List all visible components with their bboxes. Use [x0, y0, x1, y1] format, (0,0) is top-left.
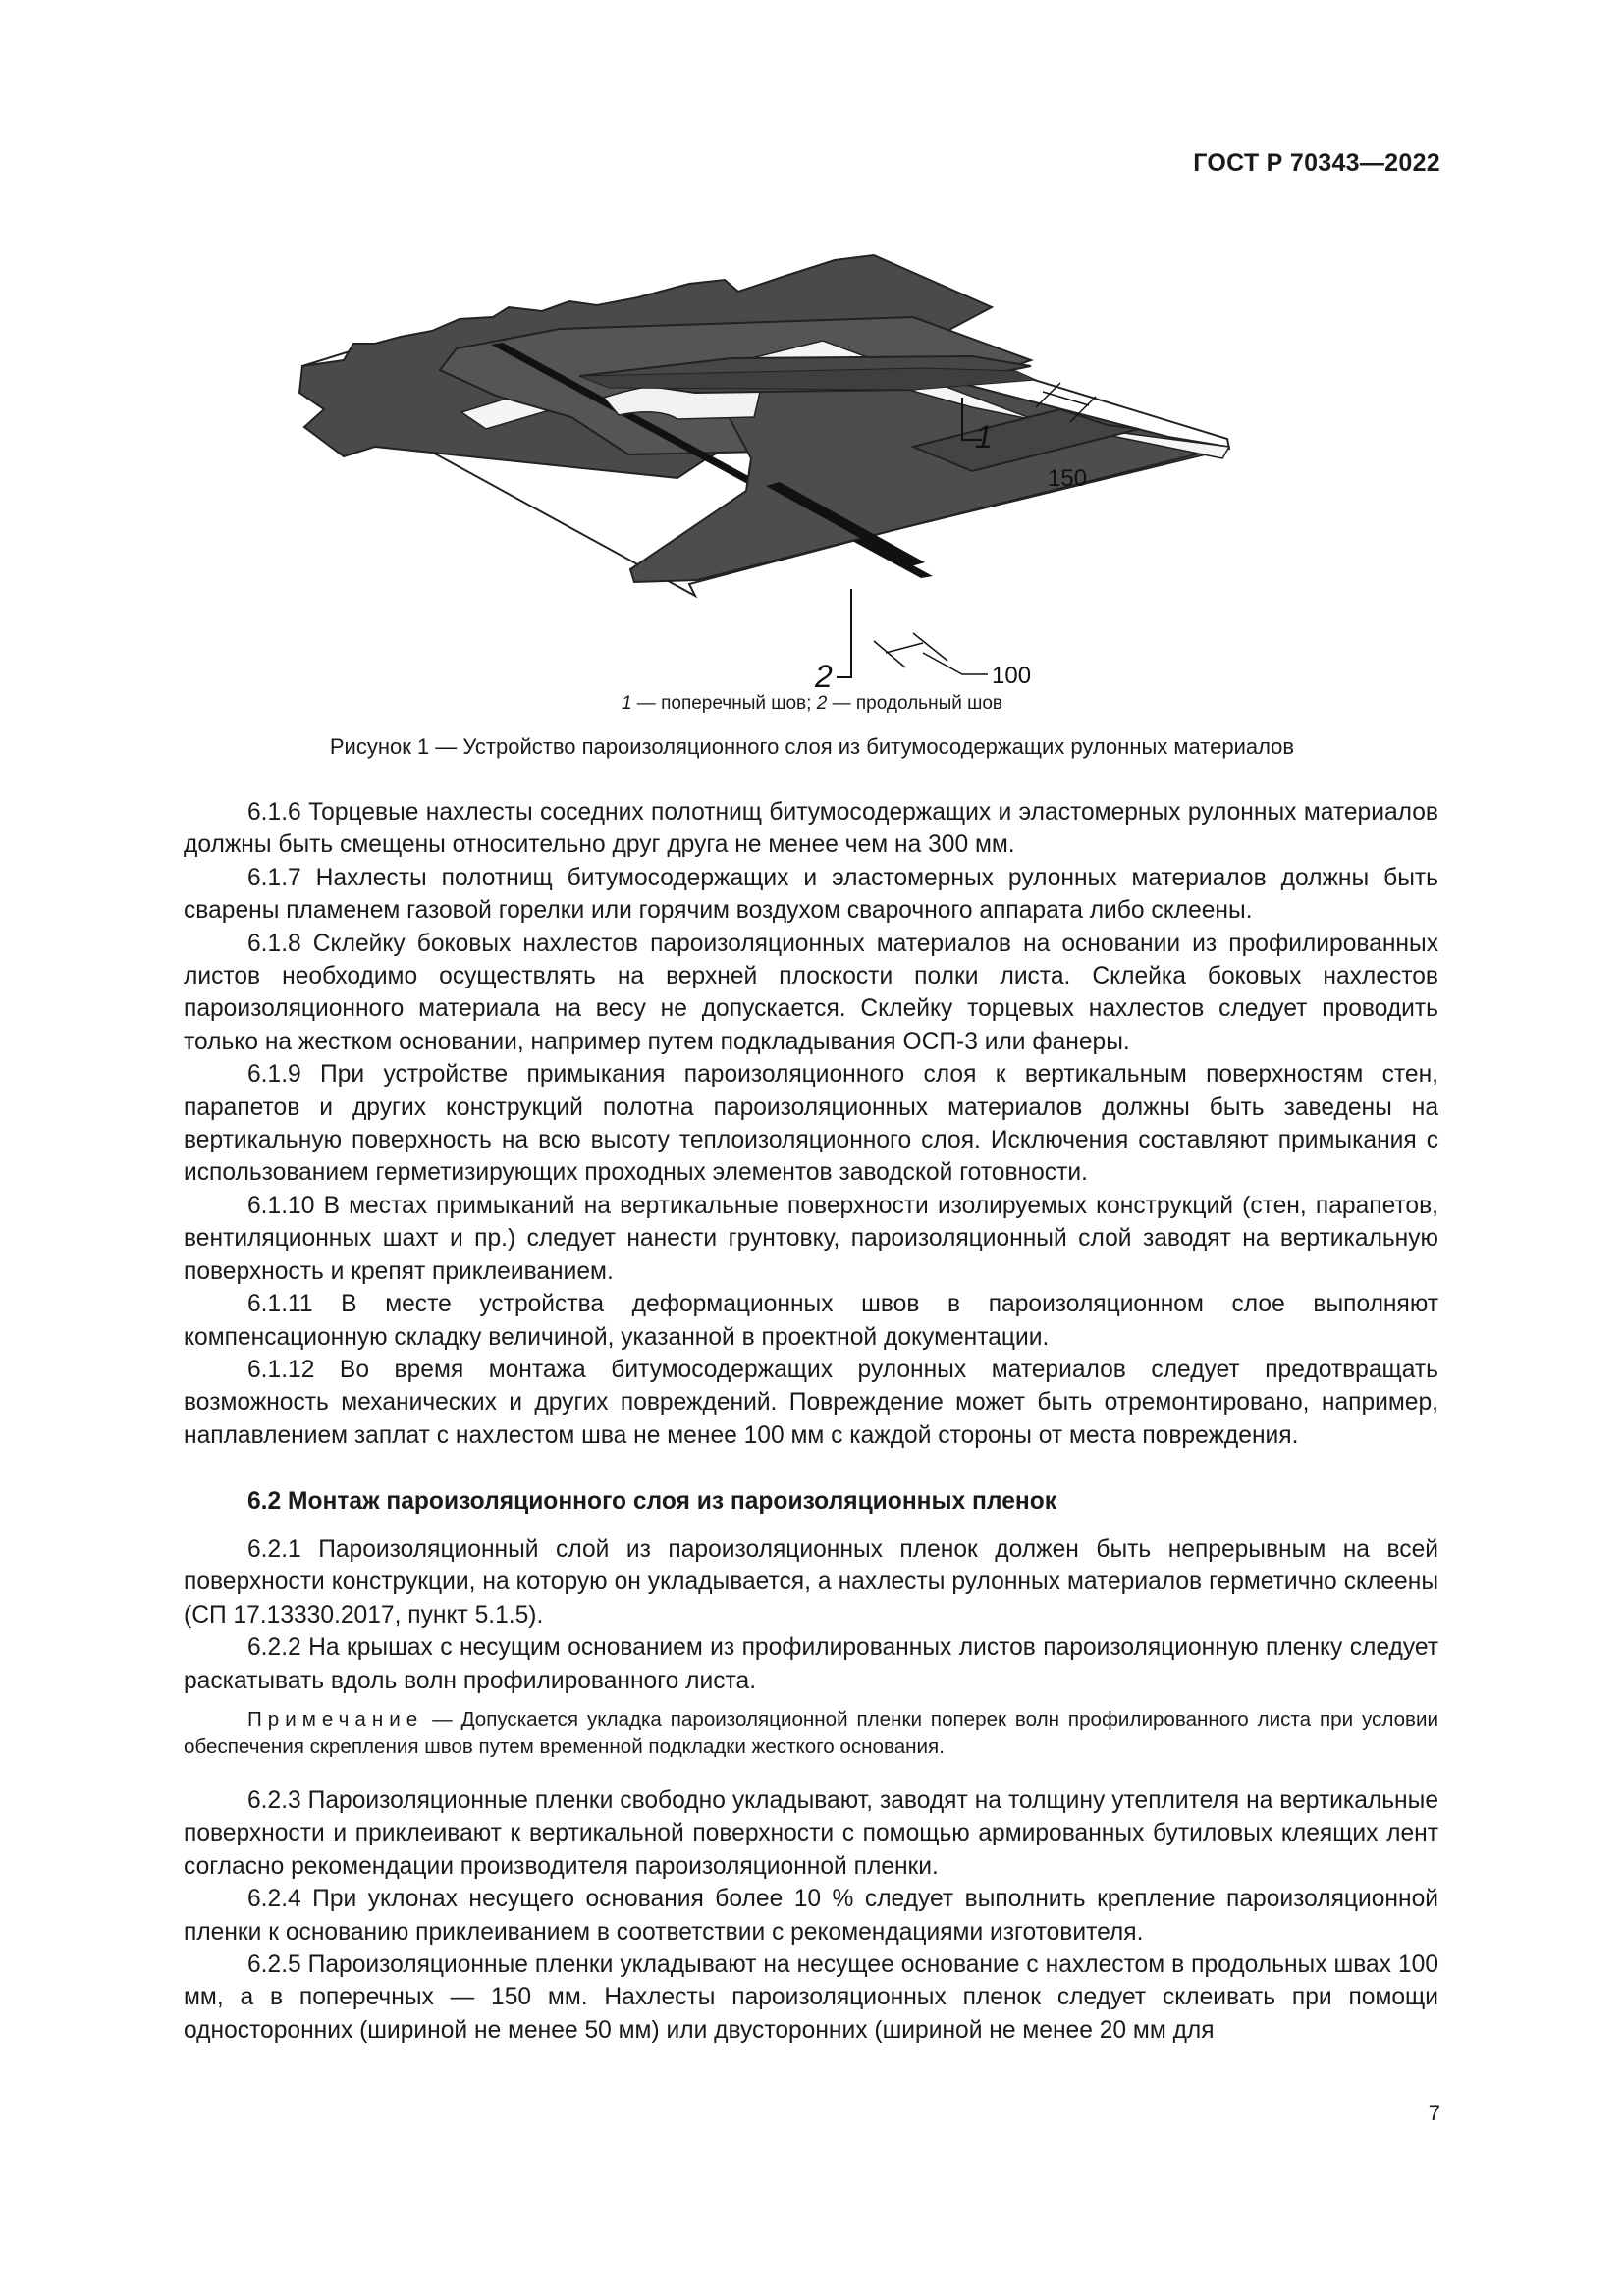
- legend-number-2: 2: [816, 693, 828, 714]
- legend-text-2: — продольный шов: [827, 693, 1003, 714]
- label-2: 2: [815, 659, 833, 694]
- paragraph-6-1-10: 6.1.10 В местах примыканий на вертикальные поверхности изолируемых конструкций (стен, парапетов, вентиляционных шахт и пр.) следует нанести грунтовку, пароизоляционный слой заводят на вертикальную поверхность и крепят приклеиванием.: [184, 1192, 1438, 1285]
- note-block: [184, 1706, 1438, 1761]
- paragraph-6-2-3: 6.2.3 Пароизоляционные пленки свободно укладывают, заводят на толщину утеплителя на вертикальные поверхности и приклеивают к вертикальной поверхности с помощью армированных бутиловых клеящих лент согласно рекомендации производителя пароизоляционной пленки.: [184, 1788, 1438, 1880]
- dim-100-label: 100: [992, 663, 1032, 689]
- text-block-6-2: [184, 1533, 1438, 1697]
- page-number: 7: [1428, 2101, 1440, 2125]
- paragraph-6-1-9: 6.1.9 При устройстве примыкания пароизоляционного слоя к вертикальным поверхностям стен, парапетов и других конструкций полотна пароизоляционных материалов должны быть заведены на вертикальную поверхность на всю высоту теплоизоляционного слоя. Исключения составляют примыкания с использованием герметизирующих проходных элементов заводской готовности.: [184, 1061, 1438, 1187]
- leader-line-100: [923, 653, 988, 674]
- paragraph-6-1-12: 6.1.12 Во время монтажа битумосодержащих рулонных материалов следует предотвращать возможность механических и других повреждений. Повреждение может быть отремонтировано, например, наплавлением заплат с нахлестом шва не менее 100 мм с каждой стороны от места повреждения.: [184, 1356, 1438, 1449]
- document-header: ГОСТ Р 70343—2022: [1193, 149, 1440, 177]
- paragraph-6-2-5: 6.2.5 Пароизоляционные пленки укладывают на несущее основание с нахлестом в продольных швах 100 мм, а в поперечных — 150 мм. Нахлесты пароизоляционных пленок следует склеивать при помощи односторонних (шириной не менее 50 мм) или двусторонних (шириной не менее 20 мм для: [184, 1951, 1438, 2044]
- figure-caption: Рисунок 1 — Устройство пароизоляционного слоя из битумосодержащих рулонных материалов: [329, 734, 1295, 759]
- paragraph-6-2-4: 6.2.4 При уклонах несущего основания более 10 % следует выполнить крепление пароизоляционной пленки к основанию приклеиванием в соответствии с рекомендациями изготовителя.: [184, 1886, 1438, 1946]
- note-text: — Допускается укладка пароизоляционной пленки поперек волн профилированного листа при условии обеспечения скрепления швов путем временной подкладки жесткого основания.: [184, 1708, 1438, 1758]
- paragraph-6-2-2: 6.2.2 На крышах с несущим основанием из профилированных листов пароизоляционную пленку следует раскатывать вдоль волн профилированного листа.: [184, 1634, 1438, 1694]
- paragraph-6-1-6: 6.1.6 Торцевые нахлесты соседних полотнищ битумосодержащих и эластомерных рулонных материалов должны быть смещены относительно друг друга не менее чем на 300 мм.: [184, 799, 1438, 859]
- vapor-barrier-drawing: [285, 250, 1286, 694]
- figure-legend: [0, 693, 1624, 715]
- paragraph-6-1-7: 6.1.7 Нахлесты полотнищ битумосодержащих и эластомерных рулонных материалов должны быть сварены пламенем газовой горелки или горячим воздухом сварочного аппарата либо склеены.: [184, 864, 1438, 925]
- legend-number-1: 1: [621, 693, 632, 714]
- leader-line-2: [837, 589, 851, 677]
- paragraph-6-1-8: 6.1.8 Склейку боковых нахлестов пароизоляционных материалов на основании из профилированных листов необходимо осуществлять на верхней плоскости полки листа. Склейка боковых нахлестов пароизоляционного материала на весу не допускается. Склейку торцевых нахлестов следует проводить только на жестком основании, например путем подкладывания ОСП-3 или фанеры.: [184, 930, 1438, 1055]
- text-block-6-1: [184, 796, 1438, 1452]
- figure-vapor-barrier-diagram: [285, 250, 1286, 694]
- dim-150-label: 150: [1048, 465, 1088, 492]
- dim-100-line: [886, 643, 923, 653]
- note: [184, 1706, 1438, 1761]
- dim-100-ext-a: [874, 641, 905, 667]
- section-6-2-heading-block: [184, 1485, 1438, 1518]
- note-label: Примечание: [247, 1708, 424, 1731]
- text-block-6-2-cont: [184, 1785, 1438, 2047]
- paragraph-6-1-11: 6.1.11 В месте устройства деформационных швов в пароизоляционном слое выполняют компенсационную складку величиной, указанной в проектной документации.: [184, 1291, 1438, 1351]
- legend-text-1: — поперечный шов;: [631, 693, 817, 714]
- paragraph-6-2-1: 6.2.1 Пароизоляционный слой из пароизоляционных пленок должен быть непрерывным на всей поверхности конструкции, на которую он укладывается, а нахлесты рулонных материалов герметично склеены (СП 17.13330.2017, пункт 5.1.5).: [184, 1536, 1438, 1629]
- section-title: 6.2 Монтаж пароизоляционного слоя из пароизоляционных пленок: [247, 1488, 1057, 1515]
- label-1: 1: [975, 419, 993, 454]
